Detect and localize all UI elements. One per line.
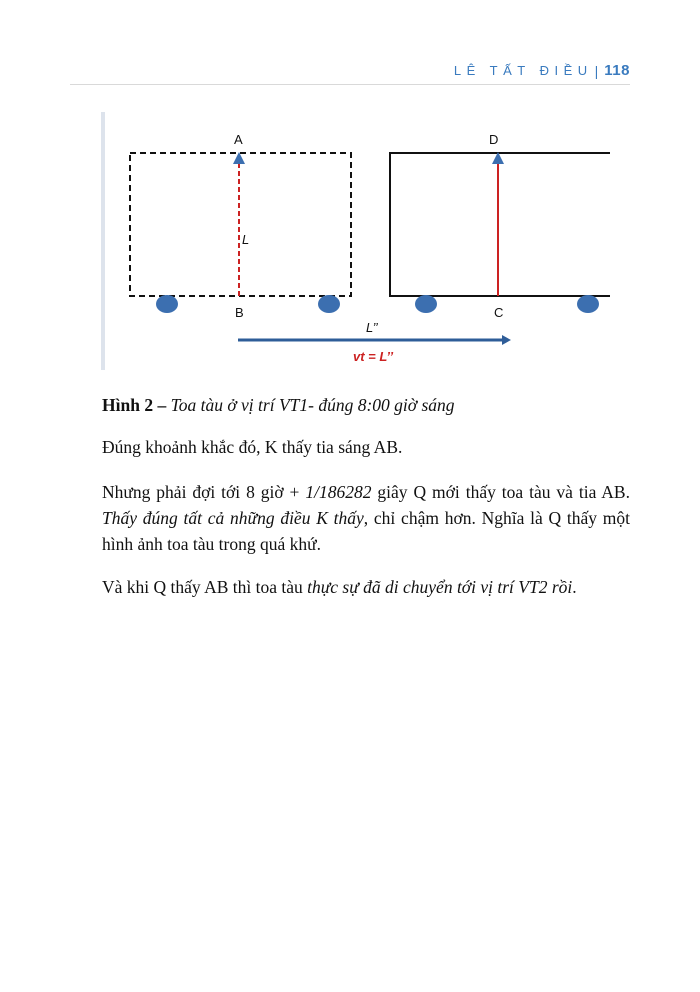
- p3-emphasis: thực sự đã di chuyển tới vị trí VT2 rồi: [307, 577, 573, 597]
- label-l: L: [242, 232, 250, 247]
- wheel-right-1: [415, 295, 437, 313]
- wheel-left-1: [156, 295, 178, 313]
- page-number: 118: [604, 62, 630, 79]
- label-b: B: [235, 305, 244, 320]
- label-l-double-prime: L’’: [366, 320, 378, 335]
- figure-caption: [102, 392, 630, 418]
- label-c: C: [494, 305, 504, 320]
- p3-text-1: Và khi Q thấy AB thì toa tàu: [102, 577, 308, 597]
- running-header: [454, 62, 630, 79]
- p2-text-2: giây Q mới thấy toa tàu và tia AB.: [371, 482, 630, 502]
- train-car-diagram: [110, 120, 610, 370]
- p3-text-2: .: [572, 577, 577, 597]
- p2-fraction: 1/186282: [305, 482, 372, 502]
- wheel-left-2: [318, 295, 340, 313]
- label-d: D: [489, 132, 499, 147]
- caption-label: Hình 2 –: [102, 395, 167, 415]
- displacement-arrowhead: [502, 335, 511, 345]
- header-separator: |: [594, 62, 599, 79]
- solid-train-car: [390, 153, 610, 296]
- dashed-train-car: [130, 153, 351, 296]
- p2-emphasis: Thấy đúng tất cả những điều K thấy: [102, 508, 364, 528]
- wheel-right-2: [577, 295, 599, 313]
- p2-text-3: , chỉ chậm hơn. Nghĩa là Q thấy một hình ảnh toa tàu trong quá khứ.: [102, 508, 631, 554]
- paragraph-3: [102, 574, 630, 600]
- figure-side-bar: [101, 112, 105, 370]
- header-divider: [70, 84, 630, 85]
- paragraph-2: [102, 479, 630, 557]
- caption-text: Toa tàu ở vị trí VT1- đúng 8:00 giờ sáng: [170, 395, 455, 415]
- label-vt-equation: vt = L’’: [353, 349, 394, 364]
- label-a: A: [234, 132, 243, 147]
- p2-text-1: Nhưng phải đợi tới 8 giờ +: [102, 482, 306, 502]
- paragraph-1: Đúng khoảnh khắc đó, K thấy tia sáng AB.: [102, 437, 403, 457]
- header-author: LÊ TẤT ĐIỀU: [453, 63, 593, 78]
